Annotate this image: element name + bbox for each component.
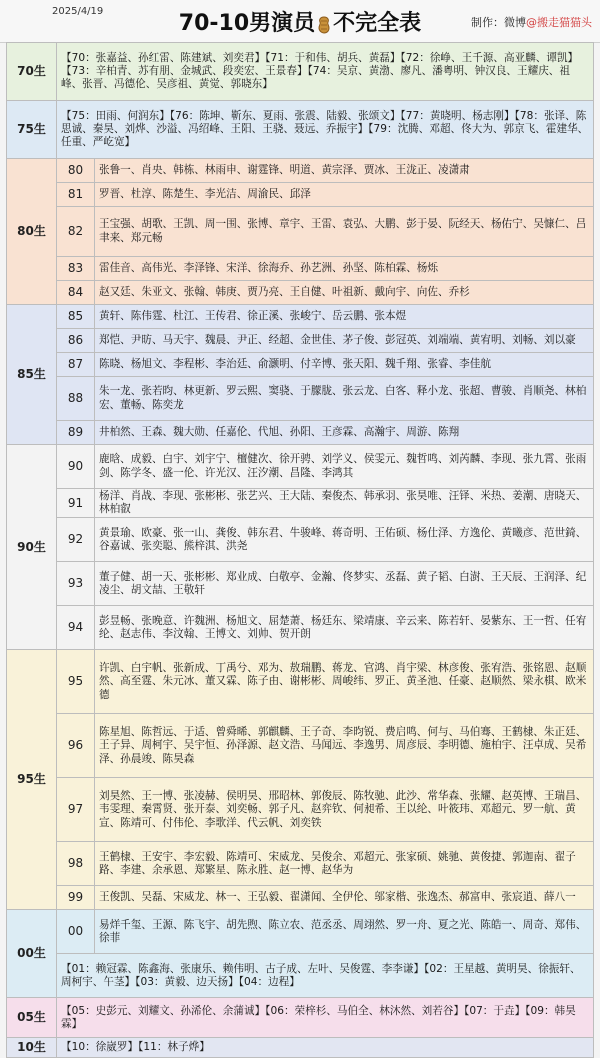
table-row xyxy=(7,281,594,305)
table-row xyxy=(7,329,594,353)
birth-year: 98 xyxy=(57,842,95,886)
actor-names: 王鹤棣、王安宇、李宏毅、陈靖可、宋威龙、吴俊余、邓超元、张家硕、姚驰、黄俊捷、郭迦南、翟子路、李建、余承恩、郑繁星、陈永胜、赵一博、赵华为 xyxy=(95,842,594,886)
generation-label: 95生 xyxy=(7,650,57,910)
birth-year: 92 xyxy=(57,518,95,562)
table-row xyxy=(7,714,594,778)
actor-names: 鹿晗、成毅、白宇、刘宇宁、檀健次、徐开骋、刘学义、侯雯元、魏哲鸣、刘芮麟、李现、张九霄、张雨剑、陈学冬、盛一伦、许光汉、汪汐潮、昌隆、李鸿其 xyxy=(95,445,594,489)
birth-year: 93 xyxy=(57,562,95,606)
table-row xyxy=(7,159,594,183)
generation-label: 90生 xyxy=(7,445,57,650)
table-row xyxy=(7,43,594,101)
actor-names: 【10：徐崴罗】【11：林子烨】 xyxy=(57,1038,594,1058)
table-row xyxy=(7,910,594,954)
generation-label: 05生 xyxy=(7,998,57,1038)
actor-names: 罗晋、杜淳、陈楚生、李光洁、周渝民、邱泽 xyxy=(95,183,594,207)
table-row xyxy=(7,421,594,445)
table-row xyxy=(7,207,594,257)
birth-year: 94 xyxy=(57,606,95,650)
birth-year: 83 xyxy=(57,257,95,281)
peanut-icon xyxy=(315,15,333,33)
title-prefix: 70-10男演员 xyxy=(178,11,316,36)
birth-year: 88 xyxy=(57,377,95,421)
birth-year: 84 xyxy=(57,281,95,305)
table-row xyxy=(7,353,594,377)
birth-year: 97 xyxy=(57,778,95,842)
actor-table xyxy=(6,42,594,1058)
actor-names: 雷佳音、高伟光、李泽锋、宋洋、徐海乔、孙艺洲、孙坚、陈柏霖、杨烁 xyxy=(95,257,594,281)
actor-names: 陈晓、杨旭文、李程彬、李治廷、俞灏明、付辛博、张天阳、魏千翔、张睿、李佳航 xyxy=(95,353,594,377)
table-row xyxy=(7,778,594,842)
page-header xyxy=(0,0,600,43)
actor-names: 刘昊然、王一博、张凌赫、侯明昊、邢昭林、郭俊辰、陈牧驰、此沙、常华森、张耀、赵英博、王瑞昌、韦雯理、秦霄贤、张开泰、刘奕畅、郭子凡、赵弈钦、何昶希、王以纶、叶筱玮、邓超元、罗一航、黄宣、陈靖可、付伟伦、李歌洋、代云帆、刘奕铁 xyxy=(95,778,594,842)
actor-names: 王俊凯、吴磊、宋威龙、林一、王弘毅、翟潇闻、全伊伦、邬家楷、张逸杰、郝富申、张宸逍、薛八一 xyxy=(95,886,594,910)
actor-names: 张鲁一、肖央、韩栋、林雨申、谢霆锋、明道、黄宗泽、贾冰、王泷正、凌潇肃 xyxy=(95,159,594,183)
table-row xyxy=(7,489,594,518)
birth-year: 99 xyxy=(57,886,95,910)
table-row xyxy=(7,1038,594,1058)
actor-names: 赵又廷、朱亚文、张翰、韩庚、贾乃亮、王自健、叶祖新、戴向宇、向佐、乔杉 xyxy=(95,281,594,305)
title-suffix: 不完全表 xyxy=(333,11,422,36)
actor-names: 朱一龙、张若昀、林更新、罗云熙、窦骁、于朦胧、张云龙、白客、释小龙、张超、曹骏、肖顺尧、林柏宏、董畅、陈奕龙 xyxy=(95,377,594,421)
actor-names: 彭昱畅、张晚意、许魏洲、杨旭文、屈楚萧、杨廷东、梁靖康、辛云来、陈若轩、晏紫东、王一哲、任宥纶、赵志伟、李汶翰、王博文、刘帅、贺开朗 xyxy=(95,606,594,650)
birth-year: 86 xyxy=(57,329,95,353)
actor-names: 【01：赖冠霖、陈鑫海、张康乐、赖伟明、古子成、左叶、吴俊霆、李李谦】【02：王星越、黄明昊、徐振轩、周柯宇、午茎】【03：黄毅、边天扬】【04：边程】 xyxy=(57,954,594,998)
birth-year: 82 xyxy=(57,207,95,257)
birth-year: 00 xyxy=(57,910,95,954)
actor-names: 黄景瑜、欧豪、张一山、龚俊、韩东君、牛骏峰、蒋奇明、王佑硕、杨仕泽、方逸伦、黄曦彦、范世錡、谷嘉诚、张奕聪、熊梓淇、洪尧 xyxy=(95,518,594,562)
credit-author: @搬走猫猫头 xyxy=(526,16,592,29)
credit-label: 制作：微博 xyxy=(471,16,526,29)
birth-year: 95 xyxy=(57,650,95,714)
actor-names: 许凯、白宇帆、张新成、丁禹兮、邓为、敖瑞鹏、蒋龙、官鸿、肖宇梁、林彦俊、张宥浩、张铭恩、赵顺然、高至霆、朱元冰、董又霖、陈子由、谢彬彬、周峻纬、罗正、黄圣池、任豪、赵顺然、梁永棋、欧米德 xyxy=(95,650,594,714)
actor-names: 杨洋、肖战、李现、张彬彬、张艺兴、王大陆、秦俊杰、韩承羽、张昊唯、汪铎、米热、姜潮、唐晓天、林柏叡 xyxy=(95,489,594,518)
actor-names: 黄轩、陈伟霆、杜江、王传君、徐正溪、张峻宁、岳云鹏、张本煜 xyxy=(95,305,594,329)
table-row xyxy=(7,101,594,159)
table-row xyxy=(7,518,594,562)
generation-label: 70生 xyxy=(7,43,57,101)
actor-names: 井柏然、王森、魏大勋、任嘉伦、代旭、孙阳、王彦霖、高瀚宇、周游、陈翔 xyxy=(95,421,594,445)
generation-label: 75生 xyxy=(7,101,57,159)
table-row xyxy=(7,562,594,606)
generation-label: 10生 xyxy=(7,1038,57,1058)
actor-names: 王宝强、胡歌、王凯、周一围、张博、章宇、王雷、袁弘、大鹏、彭于晏、阮经天、杨佑宁、吴慷仁、吕聿来、郑元畅 xyxy=(95,207,594,257)
table-row xyxy=(7,842,594,886)
actor-names: 【70：张嘉益、孙红雷、陈建斌、刘奕君】【71：于和伟、胡兵、黄磊】【72：徐峥、王千源、高亚麟、谭凯】【73：辛柏青、苏有朋、金城武、段奕宏、王景春】【74：吴京、黄渤、廖凡、潘粤明、钟汉良、王耀庆、祖峰、张晋、冯德伦、吴彦祖、黄觉、郭晓东】 xyxy=(57,43,594,101)
generation-label: 85生 xyxy=(7,305,57,445)
actor-names: 董子健、胡一天、张彬彬、郑业成、白敬亭、金瀚、佟梦实、丞磊、黄子韬、白澍、王天辰、王润泽、纪凌尘、胡文喆、王敬轩 xyxy=(95,562,594,606)
birth-year: 90 xyxy=(57,445,95,489)
generation-label: 80生 xyxy=(7,159,57,305)
actor-names: 易烊千玺、王源、陈飞宇、胡先煦、陈立农、范丞丞、周翊然、罗一舟、夏之光、陈皓一、周奇、郑伟、徐菲 xyxy=(95,910,594,954)
birth-year: 85 xyxy=(57,305,95,329)
table-row xyxy=(7,257,594,281)
actor-names: 【05：史彭元、刘耀文、孙浠伦、余蒲诚】【06：荣梓杉、马伯全、林沐然、刘若谷】【07：于垚】【09：韩昊霖】 xyxy=(57,998,594,1038)
actor-names: 郑恺、尹昉、马天宇、魏晨、尹正、经超、金世佳、茅子俊、彭冠英、刘端端、黄宥明、刘畅、刘以豪 xyxy=(95,329,594,353)
table-row xyxy=(7,377,594,421)
table-row xyxy=(7,998,594,1038)
table-row xyxy=(7,650,594,714)
birth-year: 87 xyxy=(57,353,95,377)
actor-names: 陈星旭、陈哲远、于适、曾舜晞、郭麒麟、王子奇、李昀锐、费启鸣、何与、马伯骞、王鹤棣、朱正廷、王子异、周柯宇、吴宇恒、孙泽源、赵文浩、马闻远、李逸男、周彦辰、李明德、施柏宇、汪卓成、吴希泽、孙晨竣、陈昊森 xyxy=(95,714,594,778)
credit-line xyxy=(471,14,592,30)
table-row xyxy=(7,954,594,998)
actor-names: 【75：田雨、何润东】【76：陈坤、靳东、夏雨、张震、陆毅、张颂文】【77：黄晓明、杨志刚】【78：张译、陈思诚、秦昊、刘烨、沙溢、冯绍峰、王阳、王骁、聂远、乔振宇】【79：沈腾、邓超、佟大为、郭京飞、霍建华、任重、严屹宽】 xyxy=(57,101,594,159)
birth-year: 80 xyxy=(57,159,95,183)
date-label: 2025/4/19 xyxy=(52,6,104,17)
table-row xyxy=(7,606,594,650)
table-row xyxy=(7,445,594,489)
birth-year: 91 xyxy=(57,489,95,518)
table-row xyxy=(7,183,594,207)
table-row xyxy=(7,886,594,910)
birth-year: 89 xyxy=(57,421,95,445)
birth-year: 81 xyxy=(57,183,95,207)
generation-label: 00生 xyxy=(7,910,57,998)
birth-year: 96 xyxy=(57,714,95,778)
table-row xyxy=(7,305,594,329)
